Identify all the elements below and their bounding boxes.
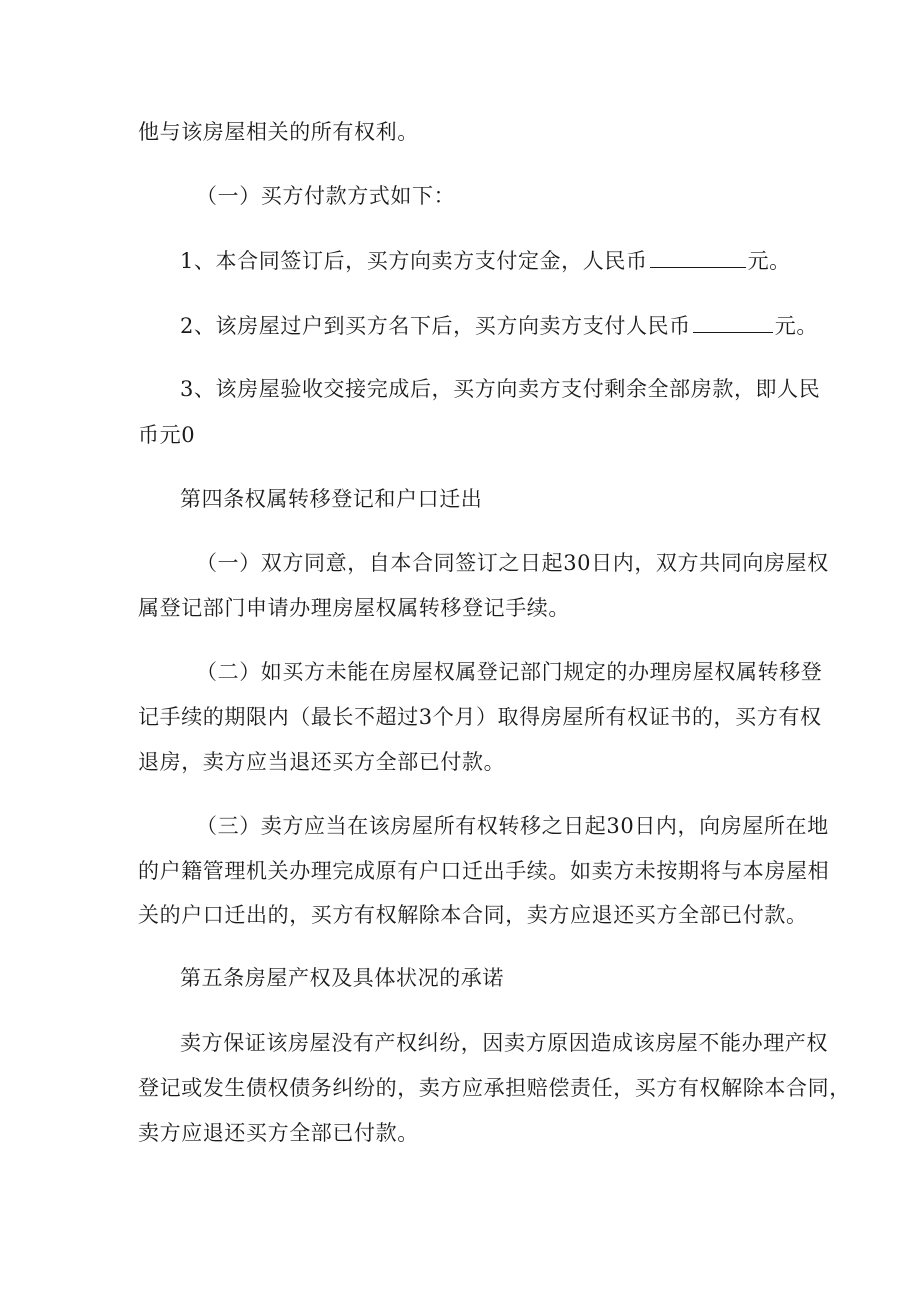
line-text: 登记或发生债权债务纠纷的，卖方应承担赔偿责任，买方有权解除本合同， (138, 1076, 851, 1100)
text-line (138, 857, 829, 885)
line-text: 卖方保证该房屋没有产权纠纷，因卖方原因造成该房屋不能办理产权 (180, 1031, 828, 1055)
clause-5 (180, 1029, 828, 1057)
line-text: 2、该房屋过户到买方名下后，买方向卖方支付人民币 (180, 314, 691, 338)
line-text: （一）双方同意，自本合同签订之日起30日内，双方共同向房屋权 (196, 551, 829, 575)
clause-4-2 (196, 658, 822, 686)
article-4-heading (180, 485, 482, 513)
text-line (138, 1074, 851, 1102)
line-text: （三）卖方应当在该房屋所有权转移之日起30日内，向房屋所在地 (196, 814, 829, 838)
line-text: 退房，卖方应当退还买方全部已付款。 (138, 750, 506, 774)
line-text: 的户籍管理机关办理完成原有户口迁出手续。如卖方未按期将与本房屋相 (138, 859, 830, 883)
line-text: 第四条权属转移登记和户口迁出 (180, 487, 483, 511)
line-text: 卖方应退还买方全部已付款。 (138, 1121, 419, 1145)
line-text: （二）如买方未能在房屋权属登记部门规定的办理房屋权属转移登 (196, 660, 823, 684)
text-line (138, 703, 822, 731)
clause-4-1 (196, 549, 829, 577)
line-text: 他与该房屋相关的所有权利。 (138, 120, 419, 144)
line-text: 元。 (747, 249, 791, 273)
text-line (138, 901, 808, 929)
text-line (138, 594, 570, 622)
line-text: 记手续的期限内（最长不超过3个月）取得房屋所有权证书的，买方有权 (138, 705, 822, 729)
line-text: 属登记部门申请办理房屋权属转移登记手续。 (138, 596, 570, 620)
amount-blank (650, 247, 746, 268)
text-line (138, 748, 505, 776)
line-text: 1、本合同签订后，买方向卖方支付定金，人民币 (180, 249, 648, 273)
text-line (138, 421, 195, 449)
payment-item-2 (180, 312, 818, 340)
payment-item-3 (180, 375, 820, 403)
payment-methods-heading (196, 182, 455, 210)
text-line (138, 118, 419, 146)
line-text: 关的户口迁出的，买方有权解除本合同，卖方应退还买方全部已付款。 (138, 903, 808, 927)
text-line (138, 1119, 419, 1147)
amount-blank (693, 312, 773, 333)
line-text: 3、该房屋验收交接完成后，买方向卖方支付剩余全部房款，即人民 (180, 377, 821, 401)
article-5-heading (180, 964, 504, 992)
line-text: 第五条房屋产权及具体状况的承诺 (180, 966, 504, 990)
line-text: 元。 (774, 314, 818, 338)
payment-item-1 (180, 247, 791, 275)
line-text: （一）买方付款方式如下： (196, 184, 456, 208)
line-text: 币元0 (138, 423, 196, 447)
clause-4-3 (196, 812, 829, 840)
